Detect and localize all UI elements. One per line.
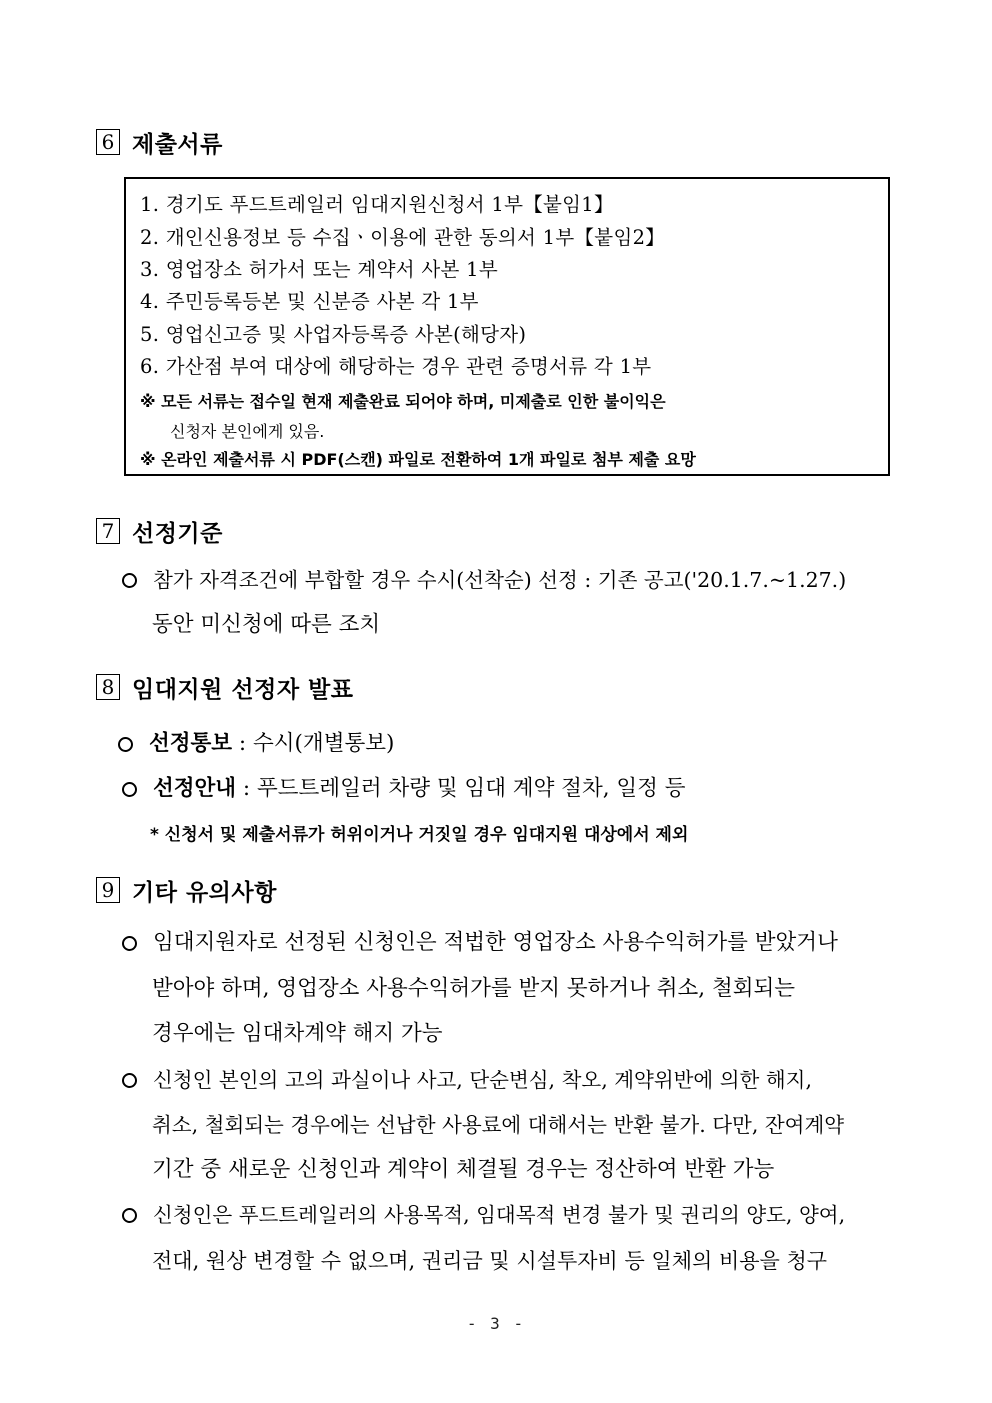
bullet-text: 신청인은 푸드트레일러의 사용목적, 임대목적 변경 불가 및 권리의 양도, 양여, <box>153 1203 846 1227</box>
circle-bullet-icon <box>122 1073 137 1088</box>
section-title: 제출서류 <box>132 131 223 158</box>
section-number-box: 7 <box>96 518 120 544</box>
bullet-text: 임대지원자로 선정된 신청인은 적법한 영업장소 사용수익허가를 받았거나 <box>153 930 838 955</box>
section-8-heading <box>96 670 353 704</box>
document-item: 2. 개인신용정보 등 수집ㆍ이용에 관한 동의서 1부【붙임2】 <box>140 226 666 249</box>
required-documents-box <box>124 177 890 476</box>
selection-criteria-bullet <box>122 565 846 595</box>
circle-bullet-icon <box>122 936 137 951</box>
circle-bullet-icon <box>122 573 137 588</box>
bullet-continuation: 받아야 하며, 영업장소 사용수익허가를 받지 못하거나 취소, 철회되는 <box>152 976 796 1001</box>
bullet-continuation: 기간 중 새로운 신청인과 계약이 체결될 경우는 정산하여 반환 가능 <box>152 1157 775 1182</box>
bullet-continuation: 동안 미신청에 따른 조치 <box>152 612 381 637</box>
document-note: ※ 온라인 제출서류 시 PDF(스캔) 파일로 전환하여 1개 파일로 첨부 제출 요망 <box>140 450 696 469</box>
selection-guide-bullet <box>122 774 686 804</box>
bullet-continuation: 전대, 원상 변경할 수 없으며, 권리금 및 시설투자비 등 일체의 비용을 청구 <box>152 1249 828 1273</box>
caution-bullet <box>122 1200 845 1230</box>
bullet-value: : 푸드트레일러 차량 및 임대 계약 절차, 일정 등 <box>242 776 686 801</box>
bullet-value: : 수시(개별통보) <box>238 731 395 756</box>
caution-bullet <box>122 928 838 958</box>
document-item: 1. 경기도 푸드트레일러 임대지원신청서 1부【붙임1】 <box>140 193 614 216</box>
section-number-box: 9 <box>96 877 120 903</box>
section-title: 기타 유의사항 <box>132 879 277 906</box>
section-9-heading <box>96 873 277 907</box>
bullet-label: 선정통보 <box>149 731 233 756</box>
document-item: 6. 가산점 부여 대상에 해당하는 경우 관련 증명서류 각 1부 <box>140 355 652 378</box>
section-6-heading <box>96 125 223 159</box>
exclusion-note: * 신청서 및 제출서류가 허위이거나 거짓일 경우 임대지원 대상에서 제외 <box>150 825 689 845</box>
bullet-continuation: 경우에는 임대차계약 해지 가능 <box>152 1021 443 1046</box>
selection-notice-bullet <box>118 729 394 759</box>
circle-bullet-icon <box>122 1208 137 1223</box>
circle-bullet-icon <box>118 737 133 752</box>
section-number-box: 8 <box>96 674 120 700</box>
document-note: ※ 모든 서류는 접수일 현재 제출완료 되어야 하며, 미제출로 인한 불이익은 <box>140 392 666 411</box>
section-number-box: 6 <box>96 129 120 155</box>
caution-bullet <box>122 1065 812 1095</box>
document-note-continued: 신청자 본인에게 있음. <box>170 422 325 441</box>
document-item: 5. 영업신고증 및 사업자등록증 사본(해당자) <box>140 323 527 346</box>
document-item: 3. 영업장소 허가서 또는 계약서 사본 1부 <box>140 258 498 281</box>
bullet-label: 선정안내 <box>153 776 237 801</box>
document-item: 4. 주민등록등본 및 신분증 사본 각 1부 <box>140 290 479 313</box>
section-title: 선정기준 <box>132 520 223 547</box>
circle-bullet-icon <box>122 782 137 797</box>
bullet-text: 신청인 본인의 고의 과실이나 사고, 단순변심, 착오, 계약위반에 의한 해지, <box>153 1068 812 1092</box>
section-title: 임대지원 선정자 발표 <box>132 676 354 703</box>
section-7-heading <box>96 514 223 548</box>
bullet-continuation: 취소, 철회되는 경우에는 선납한 사용료에 대해서는 반환 불가. 다만, 잔여계약 <box>152 1113 845 1137</box>
page-number: - 3 - <box>466 1314 526 1333</box>
bullet-text: 참가 자격조건에 부합할 경우 수시(선착순) 선정 : 기존 공고('20.1.7.~1.27.) <box>153 568 847 592</box>
